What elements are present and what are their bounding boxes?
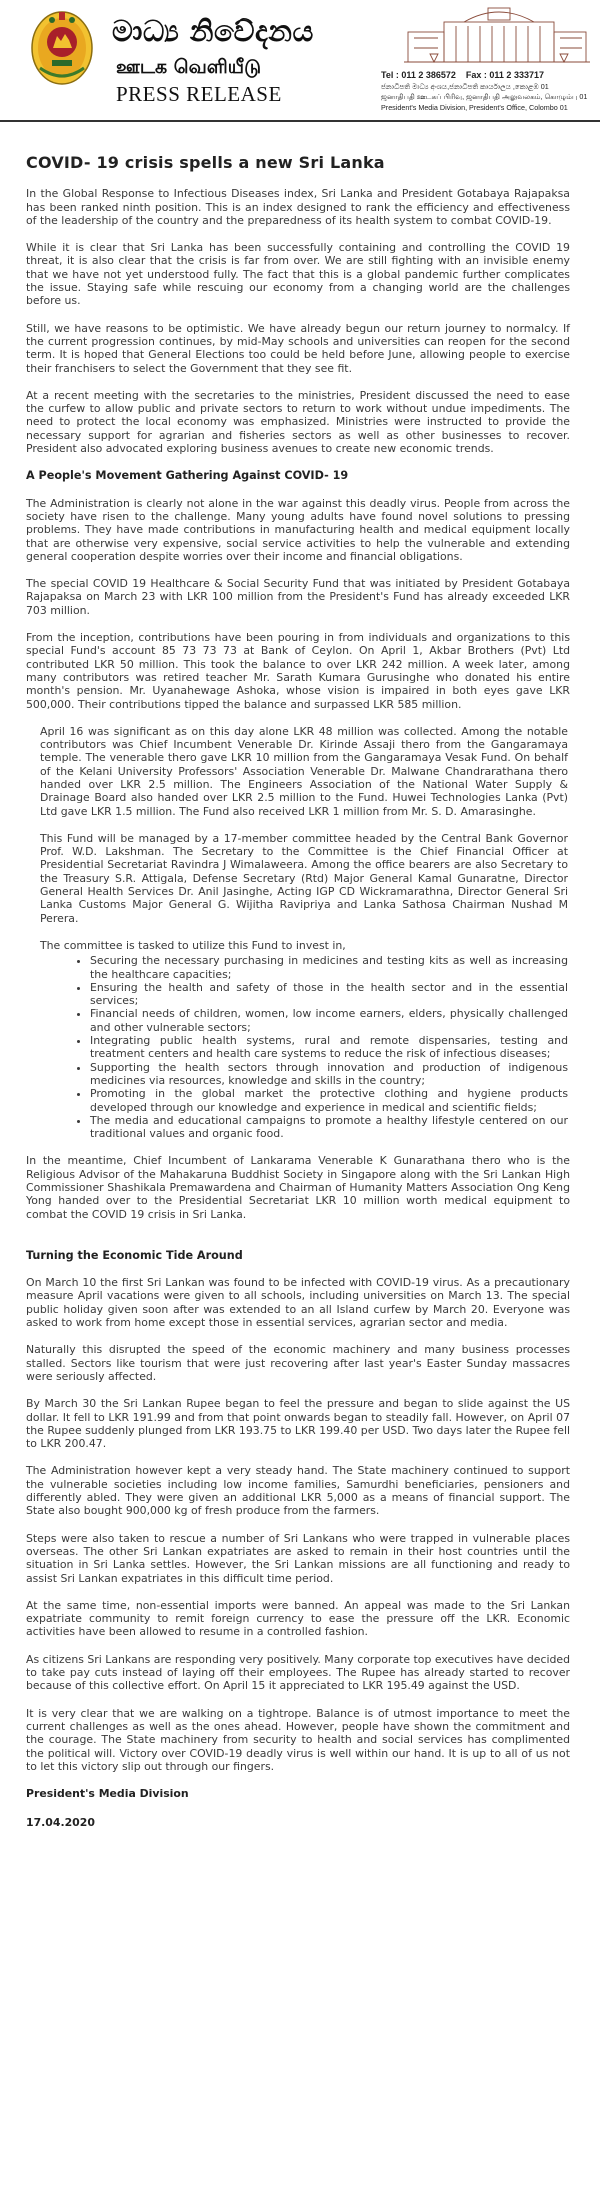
tel-number: Tel : 011 2 386572 — [381, 70, 456, 80]
signature: President's Media Division — [26, 1787, 189, 1801]
presidential-secretariat-building-icon — [404, 6, 590, 68]
letterhead — [0, 0, 600, 125]
contact-info — [381, 70, 593, 113]
investment-list — [40, 954, 568, 1140]
paragraph: Still, we have reasons to be optimistic. We have already begun our return journey to normalcy. If the current progression continues, by mid-May schools and universities can reopen for the second term. It is hoped that General Elections too could be held before June, allowing people to exercise their franchisers to select the Government that they see fit. — [26, 321, 570, 375]
section-heading: A People's Movement Gathering Against COVID- 19 — [26, 469, 349, 483]
paragraph: It is very clear that we are walking on a tightrope. Balance is of utmost importance to meet the current challenges as well as the ones ahead. However, people have shown the commitment and the courage. The State machinery from security to health and social services has complimented the political will. Victory over COVID-19 deadly virus is well within our hand. It is up to all of us not to let this victory slip out through our fingers. — [26, 1706, 570, 1773]
article-title: COVID- 19 crisis spells a new Sri Lanka — [26, 153, 385, 172]
paragraph: By March 30 the Sri Lankan Rupee began to feel the pressure and began to slide against the US dollar. It fell to LKR 191.99 and from that point onwards began to steadily fall. However, on April 07 the Rupee suddenly plunged from LKR 193.75 to LKR 199.40 per USD. Two days later the Rupee fell to LKR 200.47. — [26, 1397, 570, 1451]
list-item: • Ensuring the health and safety of those in the health sector and in the essential services; — [90, 981, 568, 1008]
paragraph: The special COVID 19 Healthcare & Social Security Fund that was initiated by President Gotabaya Rajapaksa on March 23 with LKR 100 million from the President's Fund has already exceeded LKR 703 million. — [26, 577, 570, 617]
paragraph: At the same time, non-essential imports were banned. An appeal was made to the Sri Lankan expatriate community to remit foreign currency to ease the pressure off the LKR. Economic activities have been allowed to resume in a controlled fashion. — [26, 1598, 570, 1639]
list-item: • Integrating public health systems, rural and remote dispensaries, testing and treatment centers and health care systems to reduce the risk of infectious diseases; — [90, 1034, 568, 1061]
paragraph: Naturally this disrupted the speed of the economic machinery and many business processes stalled. Sectors like tourism that were just recovering after last year's Easter Sunday massacres were seriously affected. — [26, 1343, 570, 1383]
paragraph: At a recent meeting with the secretaries to the ministries, President discussed the need to ease the curfew to allow public and private sectors to return to work without undue impediments. The need to protect the local economy was emphasized. Ministries were instructed to provide the necessary support for agrarian and fisheries sectors as well as other businesses to recover. President also advocated exploring business avenues to create new economic trends. — [26, 388, 570, 456]
list-item: • Securing the necessary purchasing in medicines and testing kits as well as increasing the healthcare capacities; — [90, 954, 568, 981]
paragraph: As citizens Sri Lankans are responding very positively. Many corporate top executives have decided to take pay cuts instead of laying off their employees. The Rupee has already started to recover because of this collective effort. On April 15 it appreciated to LKR 195.49 against the USD. — [26, 1652, 570, 1693]
list-item: • Promoting in the global market the protective clothing and hygiene products developed through our knowledge and experience in medical and scientific fields; — [90, 1087, 568, 1114]
paragraph: Steps were also taken to rescue a number of Sri Lankans who were trapped in vulnerable places overseas. The other Sri Lankan expatriates are asked to remain in their host countries until the situation in Sri Lanka settles. However, the Sri Lankan missions are all functioning and ready to assist Sri Lankan expatriates in this difficult time period. — [26, 1531, 570, 1585]
paragraph: The Administration is clearly not alone in the war against this deadly virus. People from across the society have risen to the challenge. Many young adults have found novel solutions to pressing problems. They have made contributions in manufacturing health and medical equipment locally that are otherwise very expensive, social service activities to help the vulnerable and extending general cooperation despite worries over their income and financial obligations. — [26, 496, 570, 563]
article-body — [26, 153, 570, 1846]
title-english: PRESS RELEASE — [116, 82, 282, 106]
release-date: 17.04.2020 — [26, 1816, 95, 1830]
paragraph: The Administration however kept a very steady hand. The State machinery continued to support the vulnerable societies including low income families, Samurdhi beneficiaries, pensioners and differently abled. They were given an additional LKR 5,000 as a means of financial support. The State also bought 900,000 kg of fresh produce from the farmers. — [26, 1464, 570, 1518]
paragraph: From the inception, contributions have been pouring in from individuals and organizations to this special Fund's account 85 73 73 73 at Bank of Ceylon. On April 1, Akbar Brothers (Pvt) Ltd contributed LKR 50 million. This took the balance to over LKR 242 million. A week later, among many contributors was retired teacher Mr. Sarath Kumara Gurusinghe who donated his entire month's pension. Mr. Uyanahewage Ashoka, whose vision is impaired in both eyes gave LKR 500,000. Their contributions tipped the balance and surpassed LKR 585 million. — [26, 631, 570, 711]
header-divider — [0, 120, 600, 122]
indented-block — [26, 725, 570, 1141]
paragraph: While it is clear that Sri Lanka has been successfully containing and controlling the COVID 19 threat, it is also clear that the crisis is far from over. We are still fighting with an invisible enemy that we have not yet understood fully. The fact that this is a global pandemic further complicates the issue. Staying safe while rescuing our economy from a changing world are the challenges before us. — [26, 241, 570, 308]
list-item: • Financial needs of children, women, low income earners, elders, physically challenged and other vulnerable sectors; — [90, 1007, 568, 1034]
title-tamil: ஊடக வெளியீடு — [116, 56, 262, 78]
paragraph: In the meantime, Chief Incumbent of Lankarama Venerable K Gunarathana thero who is the Religious Advisor of the Mahakaruna Buddhist Society in Singapore along with the Sri Lankan High Commissioner Shashikala Premawardena and Chairman of Humanity Matters Association Ong Keng Yong handed over to the Presidential Secretariat LKR 10 million worth medical equipment to combat the COVID 19 crisis in Sri Lanka. — [26, 1154, 570, 1221]
paragraph: The committee is tasked to utilize this Fund to invest in, — [40, 938, 346, 952]
paragraph: In the Global Response to Infectious Diseases index, Sri Lanka and President Gotabaya Rajapaksa has been ranked ninth position. This is an index designed to rank the efficiency and effectiveness of the leadership of the country and the preparedness of its health system to combat COVID-19. — [26, 187, 570, 227]
sri-lanka-emblem-icon — [30, 8, 94, 86]
paragraph: On March 10 the first Sri Lankan was found to be infected with COVID-19 virus. As a precautionary measure April vacations were given to all schools, including universities on March 13. The special public holiday given soon after was extended to an all Island curfew by March 20. Everyone was asked to work from home except those in essential services, agrarian sector and media. — [26, 1276, 570, 1330]
list-item: • Supporting the health sectors through innovation and production of indigenous medicines via resources, knowledge and skills in the country; — [90, 1061, 568, 1088]
address-tamil: ஜனாதிபதி ஊடகப் பிரிவு, ஜனாதிபதி அலுவலகம், கொழும்பு 01 — [381, 92, 588, 101]
paragraph: This Fund will be managed by a 17-member committee headed by the Central Bank Governor Prof. W.D. Lakshman. The Secretary to the Committee is the Chief Financial Officer at Presidential Secretariat Ravindra J Wimalaweera. Among the office bearers are also Secretary to the Treasury S.R. Attigala, Defense Secretary (Rtd) Major General Kamal Gunaratne, Director General Health Services Dr. Anil Jasinghe, Acting IGP CD Wickramarathna, Director General Sri Lanka Customs Major General G. Wijitha Ravipriya and Lanka Sathosa Chairman Nushad M Perera. — [40, 831, 568, 925]
title-sinhala: මාධ්‍ය නිවේදනය — [112, 14, 314, 48]
address-sinhala: ජනාධිපති මාධ්‍ය අංශය,ජනාධිපති කාර්යාලය ,කොළඹ 01 — [381, 81, 549, 91]
paragraph: April 16 was significant as on this day alone LKR 48 million was collected. Among the notable contributors was Chief Incumbent Venerable Dr. Kirinde Assaji thero from the Gangaramaya temple. The venerable thero gave LKR 10 million from the Gangaramaya Vesak Fund. On behalf of the Kelani University Professors' Association Venerable Dr. Malwane Chandrarathana thero handed over LKR 2.5 million. The Engineers Association of the National Water Supply & Drainage Board also handed over LKR 2.5 million to the Fund. Huwei Technologies Lanka (Pvt) Ltd gave LKR 1.5 million. The Fund also received LKR 1 million from Mr. S. D. Amarasinghe. — [40, 724, 568, 818]
fax-number: Fax : 011 2 333717 — [465, 70, 544, 80]
list-item: • The media and educational campaigns to promote a healthy lifestyle centered on our traditional values and organic food. — [90, 1114, 568, 1141]
address-english: President's Media Division, President's Office, Colombo 01 — [381, 102, 568, 112]
section-heading: Turning the Economic Tide Around — [26, 1248, 243, 1262]
